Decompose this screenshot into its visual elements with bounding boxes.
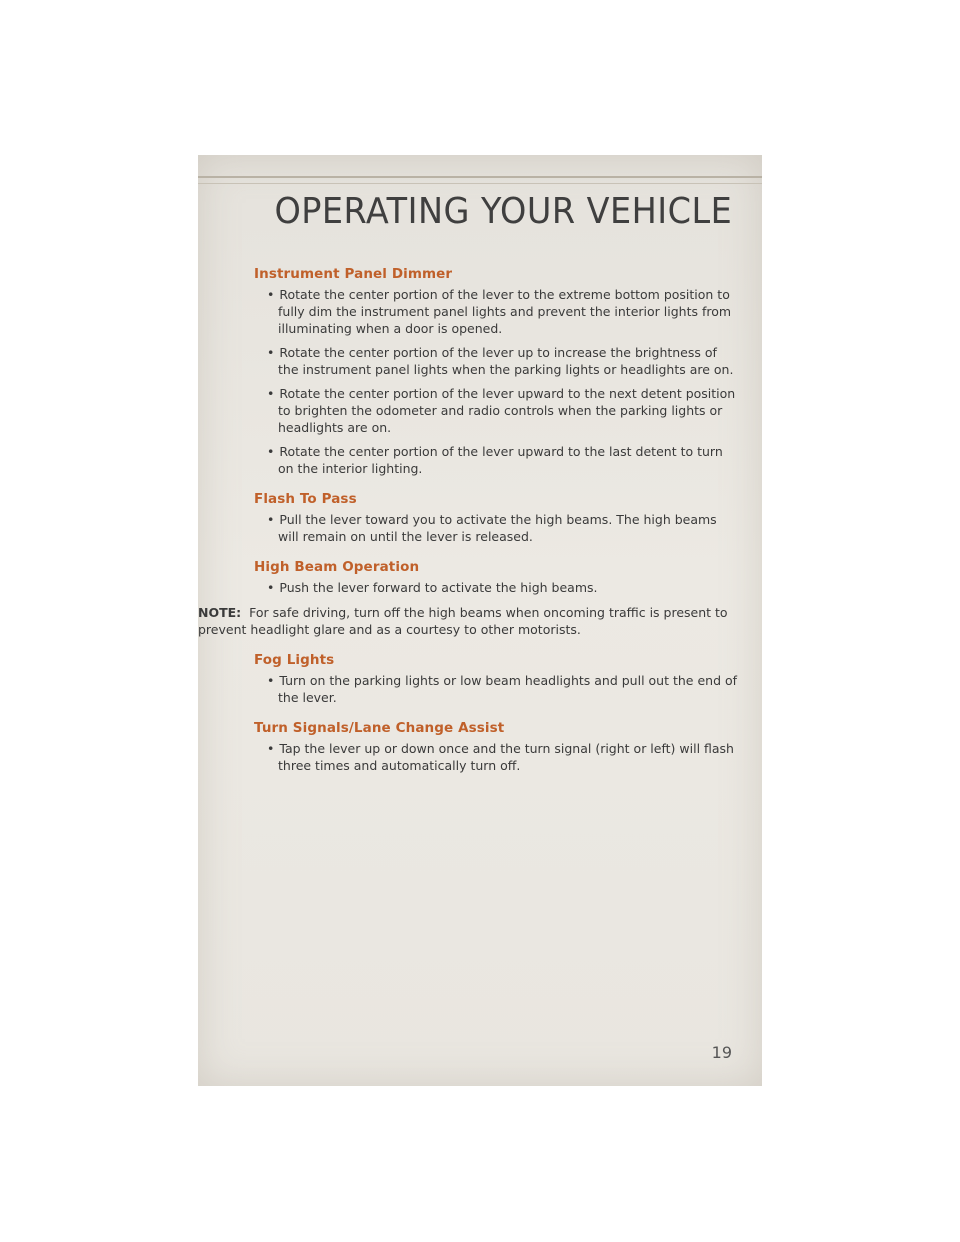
section-heading: Fog Lights xyxy=(254,652,335,668)
bullet-list xyxy=(254,286,740,477)
bullet-list xyxy=(254,740,740,774)
note-label: NOTE: xyxy=(198,605,242,620)
header-rule-top xyxy=(198,176,762,178)
list-item: • Rotate the center portion of the lever to the extreme bottom position to fully dim the instrument panel lights and prevent the interior lights from illuminating when a door is opened. xyxy=(254,286,740,337)
page-content xyxy=(198,266,740,781)
note-text: For safe driving, turn off the high beams when oncoming traffic is present to prevent headlight glare and as a courtesy to other motorists. xyxy=(198,605,728,637)
section-heading: Instrument Panel Dimmer xyxy=(254,266,453,282)
list-item: • Tap the lever up or down once and the turn signal (right or left) will flash three times and automatically turn off. xyxy=(254,740,740,774)
section-instrument-panel-dimmer xyxy=(254,266,740,477)
section-high-beam-operation xyxy=(198,559,740,638)
section-heading: Flash To Pass xyxy=(254,491,357,507)
note-paragraph xyxy=(198,604,740,638)
list-item: • Push the lever forward to activate the high beams. xyxy=(254,579,740,596)
header-rule-bottom xyxy=(198,183,762,184)
list-item: • Rotate the center portion of the lever upward to the next detent position to brighten the odometer and radio controls when the parking lights or headlights are on. xyxy=(254,385,740,436)
section-heading: High Beam Operation xyxy=(254,559,420,575)
section-flash-to-pass xyxy=(254,491,740,545)
bullet-list xyxy=(254,511,740,545)
bullet-list xyxy=(254,579,740,596)
manual-page xyxy=(198,155,762,1086)
page-number: 19 xyxy=(711,1043,732,1062)
chapter-title: OPERATING YOUR VEHICLE xyxy=(274,191,732,232)
section-heading: Turn Signals/Lane Change Assist xyxy=(254,720,505,736)
list-item: • Pull the lever toward you to activate the high beams. The high beams will remain on until the lever is released. xyxy=(254,511,740,545)
list-item: • Rotate the center portion of the lever upward to the last detent to turn on the interior lighting. xyxy=(254,443,740,477)
list-item: • Rotate the center portion of the lever up to increase the brightness of the instrument panel lights when the parking lights or headlights are on. xyxy=(254,344,740,378)
section-turn-signals xyxy=(254,720,740,774)
section-fog-lights xyxy=(254,652,740,706)
list-item: • Turn on the parking lights or low beam headlights and pull out the end of the lever. xyxy=(254,672,740,706)
bullet-list xyxy=(254,672,740,706)
